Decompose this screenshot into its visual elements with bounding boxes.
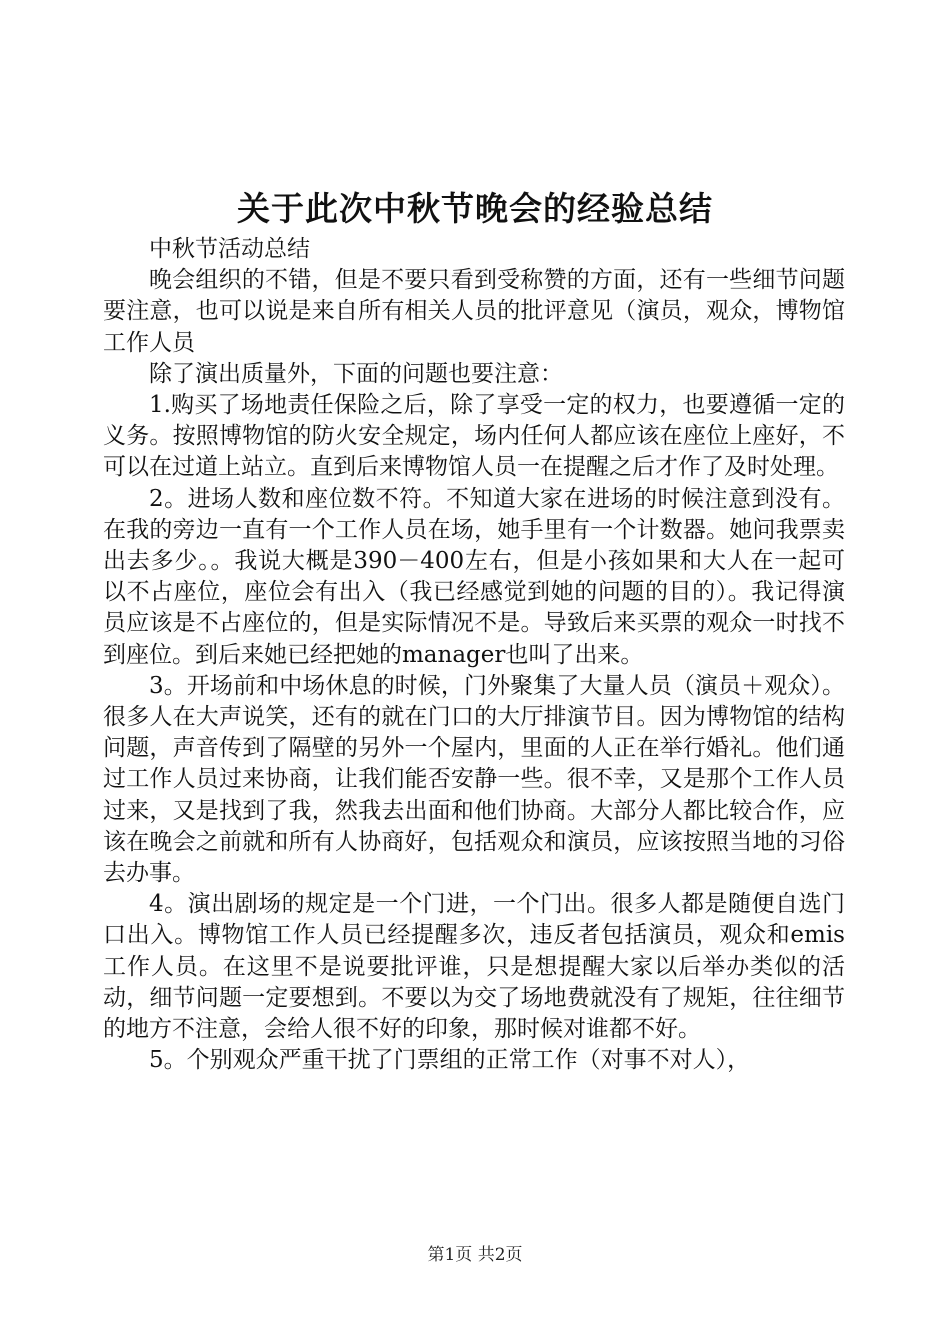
- paragraph-item-2: 2。进场人数和座位数不符。不知道大家在进场的时候注意到没有。在我的旁边一直有一个工作人员在场，她手里有一个计数器。她问我票卖出去多少。。我说大概是390－400左右，但是小孩如果和大人在一起可以不占座位，座位会有出入（我已经感觉到她的问题的目的）。我记得演员应该是不占座位的，但是实际情况不是。导致后来买票的观众一时找不到座位。到后来她已经把她的manager也叫了出来。: [103, 485, 845, 668]
- paragraph-lead: 除了演出质量外，下面的问题也要注意：: [149, 360, 563, 387]
- paragraph-subtitle: 中秋节活动总结: [149, 236, 310, 262]
- page-number: 第1页 共2页: [427, 1245, 523, 1265]
- paragraph-item-3: 3。开场前和中场休息的时候，门外聚集了大量人员（演员＋观众）。很多人在大声说笑，还有的就在门口的大厅排演节目。因为博物馆的结构问题，声音传到了隔壁的另外一个屋内，里面的人正在举行婚礼。他们通过工作人员过来协商，让我们能否安静一些。很不幸，又是那个工作人员过来，又是找到了我，然我去出面和他们协商。大部分人都比较合作，应该在晚会之前就和所有人协商好，包括观众和演员，应该按照当地的习俗去办事。: [103, 672, 845, 887]
- paragraph-item-5: 5。个别观众严重干扰了门票组的正常工作（对事不对人），: [149, 1047, 751, 1074]
- paragraph-intro: 晚会组织的不错，但是不要只看到受称赞的方面，还有一些细节问题要注意，也可以说是来自所有相关人员的批评意见（演员，观众，博物馆工作人员: [103, 267, 845, 356]
- document-title: 关于此次中秋节晚会的经验总结: [237, 189, 713, 228]
- paragraph-item-4: 4。演出剧场的规定是一个门进，一个门出。很多人都是随便自选门口出入。博物馆工作人员已经提醒多次，违反者包括演员，观众和emis工作人员。在这里不是说要批评谁，只是想提醒大家以后举办类似的活动，细节问题一定要想到。不要以为交了场地费就没有了规矩，往往细节的地方不注意，会给人很不好的印象，那时候对谁都不好。: [103, 891, 845, 1043]
- document-body: [103, 234, 845, 1076]
- paragraph-item-1: 1.购买了场地责任保险之后，除了享受一定的权力，也要遵循一定的义务。按照博物馆的防火安全规定，场内任何人都应该在座位上座好，不可以在过道上站立。直到后来博物馆人员一在提醒之后才作了及时处理。: [103, 392, 845, 481]
